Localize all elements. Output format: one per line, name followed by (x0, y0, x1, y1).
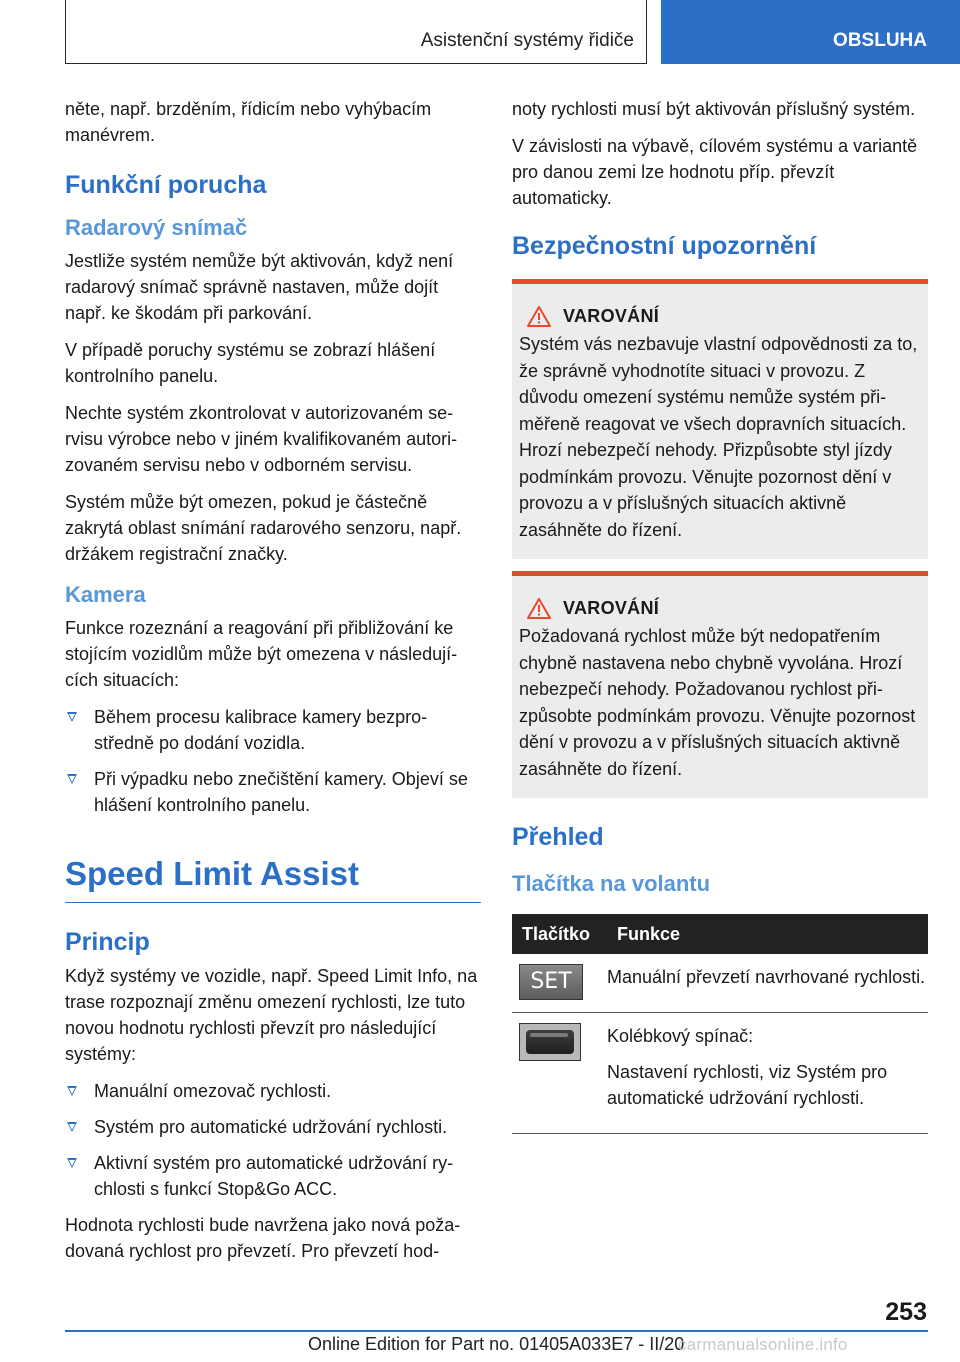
radar-paragraph-4: Systém může být omezen, pokud je částečně zakrytá oblast snímání radarového senzoru, např. držákem registrační značky. (65, 492, 462, 564)
warning-title: VAROVÁNÍ (563, 306, 660, 326)
princip-list (65, 1078, 481, 1202)
princip-paragraph-2: Hodnota rychlosti bude navržena jako nová požadovaná rychlost pro převzetí. Pro převzetí hod- (65, 1215, 461, 1261)
sla-heading: Speed Limit Assist (65, 852, 481, 903)
left-column (65, 96, 481, 1275)
princip-paragraph-1: Když systémy ve vozidle, např. Speed Limit Info, na trase rozpoznají změnu omezení rychlosti, lze tuto novou hodnotu rychlosti převzít pro následující systémy: (65, 966, 478, 1064)
camera-list (65, 704, 481, 818)
fault-heading: Funkční porucha (65, 171, 267, 199)
right-column (512, 96, 928, 1134)
warning-header (519, 598, 920, 619)
bullet-triangle-icon (67, 1122, 77, 1132)
row-text: Nastavení rychlosti, viz Systém pro automatické udržování rychlosti. (607, 1062, 888, 1108)
column-header: Funkce (607, 914, 928, 954)
row-text: Kolébkový spínač: (607, 1026, 754, 1046)
buttons-table (512, 914, 928, 1134)
radar-paragraph-2: V případě poruchy systému se zobrazí hlášení kontrolního panelu. (65, 340, 436, 386)
camera-paragraph: Funkce rozeznání a reagování při přibližování ke stojícím vozidlům může být omezena v následujících situacích: (65, 618, 458, 690)
list-item: Během procesu kalibrace kamery bezprostředně po dodání vozidla. (65, 704, 481, 756)
table-cell (512, 1013, 607, 1134)
warning-header (519, 306, 920, 327)
camera-heading: Kamera (65, 582, 146, 607)
bullet-triangle-icon (67, 1086, 77, 1096)
bullet-triangle-icon (67, 712, 77, 722)
warning-text: Systém vás nezbavuje vlastní odpovědnosti za to, že správně vyhodnotíte situaci v provozu. Z důvodu omezení systému nemůže systém přiměřeně reagovat ve všech dopravních situacích. Hrozí nebezpečí nehody. Přizpůsobte styl jízdy podmínkám provozu. Věnujte pozornost dění v provozu a v příslušných situacích aktivně zasáhněte do řízení. (519, 334, 918, 540)
warning-box (512, 571, 928, 798)
table-cell (607, 1013, 928, 1134)
intro-paragraph: něte, např. brzděním, řídicím nebo vyhýbacím manévrem. (65, 99, 432, 145)
table-row (512, 1013, 928, 1134)
warning-triangle-icon (527, 598, 551, 619)
header-frame (65, 0, 647, 64)
radar-heading: Radarový snímač (65, 215, 248, 240)
row-text: Manuální převzetí navrhované rychlosti. (607, 967, 926, 987)
column-header: Tlačítko (512, 914, 607, 954)
edition-text: Online Edition for Part no. 01405A033E7 - II/20 (308, 1334, 685, 1354)
table-header-row (512, 914, 928, 954)
footer-divider (65, 1330, 928, 1332)
princip-heading: Princip (65, 928, 150, 956)
rocker-switch-icon (519, 1023, 581, 1061)
warning-title: VAROVÁNÍ (563, 598, 660, 618)
page-number: 253 (885, 1298, 927, 1326)
overview-heading: Přehled (512, 823, 604, 851)
continued-paragraph-2: V závislosti na výbavě, cílovém systému a variantě pro danou zemi lze hodnotu příp. převzít automaticky. (512, 136, 918, 208)
list-item: Manuální omezovač rychlosti. (65, 1078, 481, 1104)
list-item: Aktivní systém pro automatické udržování rychlosti s funkcí Stop&Go ACC. (65, 1150, 481, 1202)
set-button-icon: SET (519, 964, 583, 1000)
section-tab[interactable]: OBSLUHA (661, 0, 960, 64)
warning-text: Požadovaná rychlost může být nedopatřením chybně nastavena nebo chybně vyvolána. Hrozí nebezpečí nehody. Požadovanou rychlost přizpůsobte podmínkám provozu. Věnujte pozornost dění v provozu a v příslušných situacích aktivně zasáhněte do řízení. (519, 626, 916, 779)
radar-paragraph-3: Nechte systém zkontrolovat v autorizovaném servisu výrobce nebo v jiném kvalifikovaném autorizovaném servisu nebo v odborném servisu. (65, 403, 458, 475)
list-item: Systém pro automatické udržování rychlosti. (65, 1114, 481, 1140)
continued-paragraph-1: noty rychlosti musí být aktivován příslušný systém. (512, 99, 916, 119)
warning-box (512, 279, 928, 559)
radar-paragraph-1: Jestliže systém nemůže být aktivován, když není radarový snímač správně nastaven, může dojít např. ke škodám při parkování. (65, 251, 454, 323)
buttons-heading: Tlačítka na volantu (512, 871, 711, 896)
list-item: Při výpadku nebo znečištění kamery. Objeví se hlášení kontrolního panelu. (65, 766, 481, 818)
safety-heading: Bezpečnostní upozornění (512, 232, 817, 260)
table-cell (512, 954, 607, 1013)
bullet-triangle-icon (67, 774, 77, 784)
warning-triangle-icon (527, 306, 551, 327)
watermark: carmanualsonline.info (678, 1335, 848, 1354)
table-row (512, 954, 928, 1013)
bullet-triangle-icon (67, 1158, 77, 1168)
chapter-title: Asistenční systémy řidiče (420, 30, 634, 51)
table-cell (607, 954, 928, 1013)
